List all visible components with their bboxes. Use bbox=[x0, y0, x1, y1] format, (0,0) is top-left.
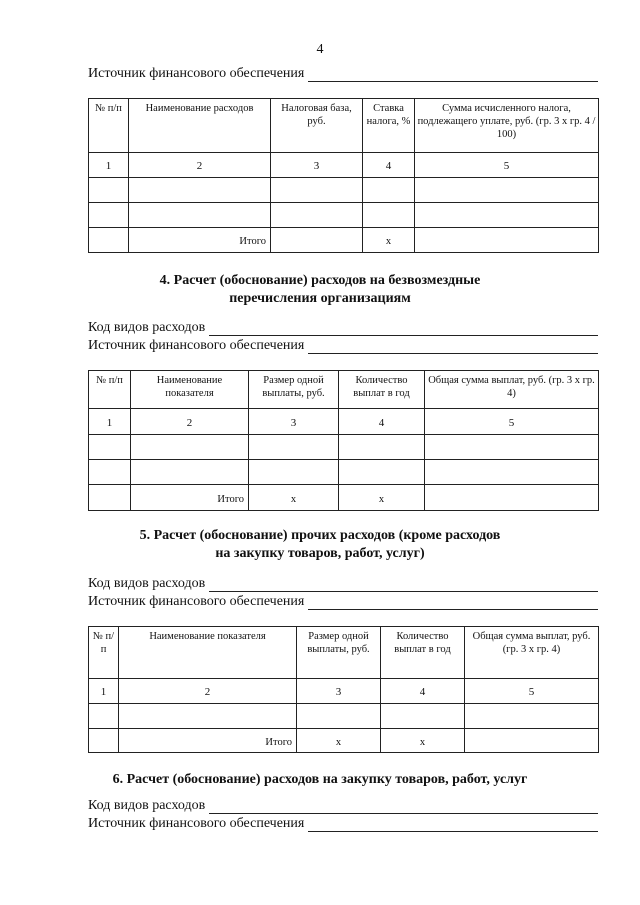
funding-source-label: Источник финансового обеспечения bbox=[88, 594, 305, 609]
funding-source-field[interactable] bbox=[308, 341, 598, 354]
total-x-mark: х bbox=[297, 729, 381, 753]
grants-calculation-table bbox=[88, 370, 599, 511]
column-number: 3 bbox=[297, 679, 381, 704]
column-header: Наименование показателя bbox=[119, 627, 297, 679]
column-number: 5 bbox=[465, 679, 599, 704]
table-cell[interactable] bbox=[89, 435, 131, 460]
table-cell[interactable] bbox=[381, 704, 465, 729]
total-label: Итого bbox=[119, 729, 297, 753]
table-cell[interactable] bbox=[465, 704, 599, 729]
funding-source-field[interactable] bbox=[308, 69, 598, 82]
column-header: № п/п bbox=[89, 627, 119, 679]
table-row bbox=[89, 460, 599, 485]
tax-calculation-table bbox=[88, 98, 599, 253]
expense-code-field[interactable] bbox=[209, 323, 598, 336]
total-label: Итого bbox=[129, 228, 271, 253]
column-header: № п/п bbox=[89, 99, 129, 153]
table-cell[interactable] bbox=[415, 178, 599, 203]
table-cell[interactable] bbox=[271, 203, 363, 228]
table-cell[interactable] bbox=[415, 228, 599, 253]
table-cell[interactable] bbox=[129, 178, 271, 203]
table-cell bbox=[89, 228, 129, 253]
table-cell[interactable] bbox=[425, 485, 599, 511]
column-number: 1 bbox=[89, 409, 131, 435]
section-5-title-line1: 5. Расчет (обоснование) прочих расходов (кроме расходов bbox=[139, 528, 501, 543]
other-expenses-table bbox=[88, 626, 599, 753]
column-header: Размер одной выплаты, руб. bbox=[297, 627, 381, 679]
funding-source-line bbox=[88, 814, 598, 832]
table-cell[interactable] bbox=[249, 435, 339, 460]
expense-code-line bbox=[88, 318, 598, 336]
column-number: 1 bbox=[89, 153, 129, 178]
section-4-title-line1: 4. Расчет (обоснование) расходов на безвозмездные bbox=[159, 273, 481, 288]
total-row bbox=[89, 228, 599, 253]
table-cell[interactable] bbox=[131, 435, 249, 460]
table-cell[interactable] bbox=[129, 203, 271, 228]
table-row bbox=[89, 704, 599, 729]
section-5-title-line2: на закупку товаров, работ, услуг) bbox=[215, 546, 425, 561]
column-number: 3 bbox=[249, 409, 339, 435]
section-4-heading bbox=[0, 272, 640, 308]
section-4-title-line2: перечисления организациям bbox=[229, 291, 411, 306]
column-number-row bbox=[89, 153, 599, 178]
expense-code-label: Код видов расходов bbox=[88, 320, 206, 335]
table-cell[interactable] bbox=[297, 704, 381, 729]
section-5-heading bbox=[0, 527, 640, 563]
table-cell[interactable] bbox=[89, 178, 129, 203]
total-label: Итого bbox=[131, 485, 249, 511]
column-number: 3 bbox=[271, 153, 363, 178]
table-cell[interactable] bbox=[271, 178, 363, 203]
total-x-mark: х bbox=[339, 485, 425, 511]
table-header-row bbox=[89, 627, 599, 679]
table-cell[interactable] bbox=[89, 460, 131, 485]
column-number-row bbox=[89, 679, 599, 704]
page-number: 4 bbox=[316, 42, 324, 57]
table-cell[interactable] bbox=[363, 178, 415, 203]
column-number: 2 bbox=[119, 679, 297, 704]
column-number: 2 bbox=[131, 409, 249, 435]
funding-source-line bbox=[88, 64, 598, 82]
expense-code-field[interactable] bbox=[209, 801, 598, 814]
column-header: Общая сумма выплат, руб. (гр. 3 х гр. 4) bbox=[425, 371, 599, 409]
table-cell[interactable] bbox=[465, 729, 599, 753]
total-x-mark: х bbox=[381, 729, 465, 753]
table-cell[interactable] bbox=[339, 435, 425, 460]
total-x-mark: х bbox=[249, 485, 339, 511]
column-header: Количество выплат в год bbox=[339, 371, 425, 409]
table-cell[interactable] bbox=[249, 460, 339, 485]
table-row bbox=[89, 435, 599, 460]
column-header: Общая сумма выплат, руб. (гр. 3 х гр. 4) bbox=[465, 627, 599, 679]
column-header: Размер одной выплаты, руб. bbox=[249, 371, 339, 409]
table-cell bbox=[89, 485, 131, 511]
expense-code-label: Код видов расходов bbox=[88, 798, 206, 813]
column-number: 5 bbox=[425, 409, 599, 435]
table-cell[interactable] bbox=[89, 203, 129, 228]
funding-source-line bbox=[88, 336, 598, 354]
table-header-row bbox=[89, 99, 599, 153]
column-number-row bbox=[89, 409, 599, 435]
column-header: Наименование показателя bbox=[131, 371, 249, 409]
table-cell bbox=[89, 729, 119, 753]
column-number: 4 bbox=[381, 679, 465, 704]
total-row bbox=[89, 729, 599, 753]
table-cell[interactable] bbox=[271, 228, 363, 253]
section-6-heading: 6. Расчет (обоснование) расходов на закупку товаров, работ, услуг bbox=[112, 772, 528, 787]
table-cell[interactable] bbox=[339, 460, 425, 485]
expense-code-label: Код видов расходов bbox=[88, 576, 206, 591]
table-row bbox=[89, 178, 599, 203]
column-header: Наименование расходов bbox=[129, 99, 271, 153]
table-cell[interactable] bbox=[89, 704, 119, 729]
table-cell[interactable] bbox=[131, 460, 249, 485]
table-cell[interactable] bbox=[425, 435, 599, 460]
total-row bbox=[89, 485, 599, 511]
column-header: Количество выплат в год bbox=[381, 627, 465, 679]
total-x-mark: х bbox=[363, 228, 415, 253]
column-number: 5 bbox=[415, 153, 599, 178]
funding-source-label: Источник финансового обеспечения bbox=[88, 338, 305, 353]
funding-source-line bbox=[88, 592, 598, 610]
column-number: 2 bbox=[129, 153, 271, 178]
column-number: 1 bbox=[89, 679, 119, 704]
funding-source-field[interactable] bbox=[308, 597, 598, 610]
table-header-row bbox=[89, 371, 599, 409]
column-header: Ставка налога, % bbox=[363, 99, 415, 153]
column-header: Сумма исчисленного налога, подлежащего уплате, руб. (гр. 3 х гр. 4 / 100) bbox=[415, 99, 599, 153]
funding-source-label: Источник финансового обеспечения bbox=[88, 816, 305, 831]
funding-source-field[interactable] bbox=[308, 819, 598, 832]
column-number: 4 bbox=[363, 153, 415, 178]
table-cell[interactable] bbox=[363, 203, 415, 228]
column-header: № п/п bbox=[89, 371, 131, 409]
table-cell[interactable] bbox=[425, 460, 599, 485]
table-cell[interactable] bbox=[415, 203, 599, 228]
expense-code-line bbox=[88, 574, 598, 592]
column-number: 4 bbox=[339, 409, 425, 435]
expense-code-line bbox=[88, 796, 598, 814]
expense-code-field[interactable] bbox=[209, 579, 598, 592]
column-header: Налоговая база, руб. bbox=[271, 99, 363, 153]
table-cell[interactable] bbox=[119, 704, 297, 729]
table-row bbox=[89, 203, 599, 228]
funding-source-label: Источник финансового обеспечения bbox=[88, 66, 305, 81]
